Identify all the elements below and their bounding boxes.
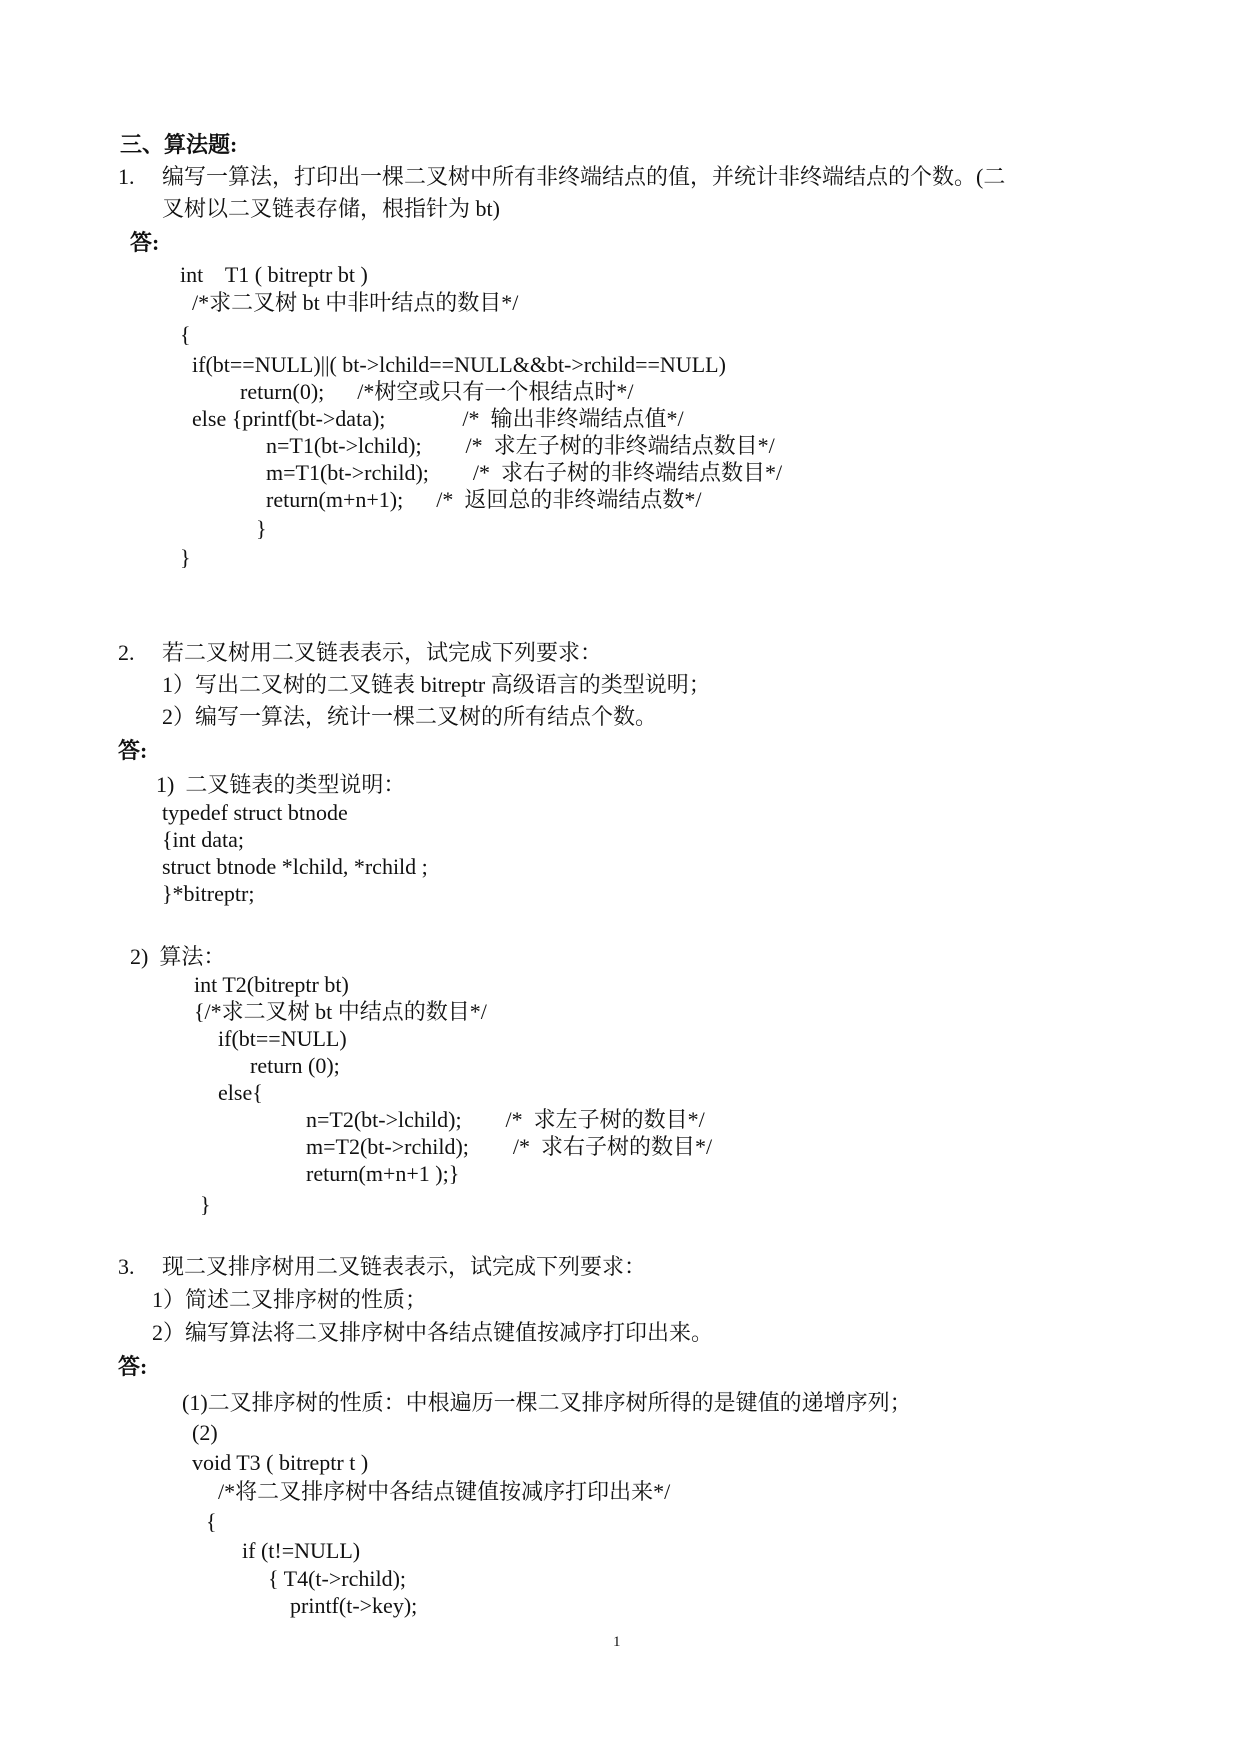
- q2-req1: 1）写出二叉树的二叉链表 bitreptr 高级语言的类型说明；: [162, 672, 711, 697]
- q3-req1: 1）简述二叉排序树的性质；: [152, 1287, 428, 1312]
- q3-part2-label: (2): [192, 1420, 218, 1445]
- q1-answer-label: 答:: [130, 230, 160, 255]
- q2-number: 2.: [118, 640, 135, 665]
- code-line: }*bitreptr;: [162, 881, 255, 906]
- code-line: int T1 ( bitreptr bt ): [180, 262, 368, 287]
- code-line: int T2(bitreptr bt): [194, 972, 349, 997]
- code-line: m=T1(bt->rchild); /* 求右子树的非终端结点数目*/: [266, 460, 783, 485]
- code-line: n=T1(bt->lchild); /* 求左子树的非终端结点数目*/: [266, 433, 775, 458]
- code-line: if (t!=NULL): [242, 1538, 361, 1563]
- code-line: if(bt==NULL): [218, 1026, 347, 1051]
- q1-text-line2: 叉树以二叉链表存储，根指针为 bt): [162, 196, 500, 221]
- q3-text: 现二叉排序树用二叉链表表示，试完成下列要求：: [162, 1254, 647, 1279]
- section-heading: 三、算法题:: [120, 132, 238, 157]
- code-line: /*求二叉树 bt 中非叶结点的数目*/: [192, 290, 519, 315]
- code-line: return(0); /*树空或只有一个根结点时*/: [240, 379, 634, 404]
- q2-req2: 2）编写一算法，统计一棵二叉树的所有结点个数。: [162, 704, 658, 729]
- q2-answer-label: 答:: [118, 738, 148, 763]
- q3-answer-label: 答:: [118, 1354, 148, 1379]
- code-line: else{: [218, 1080, 263, 1105]
- q2-part1-label: 1) 二叉链表的类型说明：: [156, 772, 406, 797]
- code-line: {/*求二叉树 bt 中结点的数目*/: [194, 999, 487, 1024]
- code-line: typedef struct btnode: [162, 800, 348, 825]
- code-line: void T3 ( bitreptr t ): [192, 1450, 369, 1475]
- q2-text: 若二叉树用二叉链表表示，试完成下列要求：: [162, 640, 603, 665]
- code-line: {int data;: [162, 827, 245, 852]
- q1-number: 1.: [118, 164, 135, 189]
- q3-number: 3.: [118, 1254, 135, 1279]
- page-number: 1: [613, 1634, 621, 1650]
- code-line: else {printf(bt->data); /* 输出非终端结点值*/: [192, 406, 684, 431]
- code-line: return(m+n+1 );}: [306, 1161, 460, 1186]
- code-line: {: [180, 322, 191, 347]
- q3-property: (1)二叉排序树的性质：中根遍历一棵二叉排序树所得的是键值的递增序列；: [182, 1390, 912, 1415]
- q2-part2-label: 2) 算法：: [130, 944, 226, 969]
- code-line: if(bt==NULL)||( bt->lchild==NULL&&bt->rchild==NULL): [192, 352, 726, 377]
- code-line: printf(t->key);: [290, 1593, 418, 1618]
- code-line: { T4(t->rchild);: [268, 1566, 407, 1591]
- q1-text-line1: 编写一算法，打印出一棵二叉树中所有非终端结点的值，并统计非终端结点的个数。(二: [162, 164, 1006, 189]
- code-line: }: [256, 516, 267, 541]
- code-line: struct btnode *lchild, *rchild ;: [162, 854, 428, 879]
- code-line: m=T2(bt->rchild); /* 求右子树的数目*/: [306, 1134, 713, 1159]
- code-line: {: [206, 1509, 217, 1534]
- code-line: return (0);: [250, 1053, 340, 1078]
- code-line: }: [200, 1192, 211, 1217]
- code-line: }: [180, 545, 191, 570]
- code-line: return(m+n+1); /* 返回总的非终端结点数*/: [266, 487, 702, 512]
- code-line: n=T2(bt->lchild); /* 求左子树的数目*/: [306, 1107, 705, 1132]
- code-line: /*将二叉排序树中各结点键值按减序打印出来*/: [218, 1479, 671, 1504]
- q3-req2: 2）编写算法将二叉排序树中各结点键值按减序打印出来。: [152, 1320, 714, 1345]
